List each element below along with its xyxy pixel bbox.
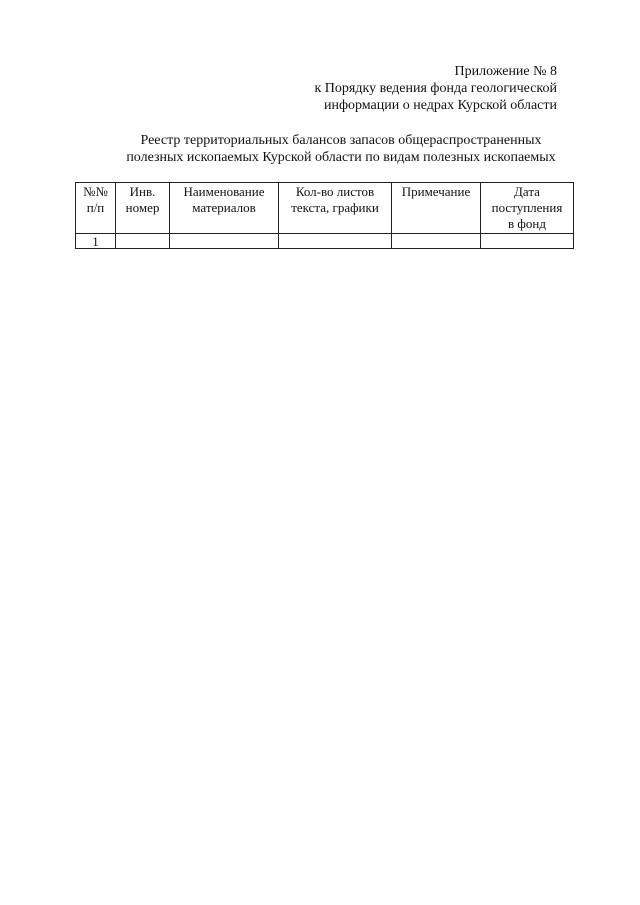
document-title [60,132,622,166]
appendix-number: Приложение № 8 [454,64,557,79]
cell-note [392,234,481,249]
appendix-reference-line-1: к Порядку ведения фонда геологической [314,81,557,96]
cell-sheet-count [279,234,392,249]
registry-table [75,182,574,249]
document-title-line-2: полезных ископаемых Курской области по видам полезных ископаемых [126,150,556,165]
cell-materials-name [170,234,279,249]
appendix-reference-line-2: информации о недрах Курской области [323,98,557,113]
cell-inventory-number [116,234,170,249]
table-header-row [76,183,574,234]
header-inventory-number: Инв. номер [116,183,170,234]
cell-receipt-date [481,234,574,249]
header-note: Примечание [392,183,481,234]
header-number: №№ п/п [76,183,116,234]
table-row [76,234,574,249]
header-sheet-count: Кол-во листов текста, графики [279,183,392,234]
header-materials-name: Наименование материалов [170,183,279,234]
document-title-line-1: Реестр территориальных балансов запасов общераспространенных [140,133,542,148]
header-receipt-date: Дата поступления в фонд [481,183,574,234]
appendix-header [314,63,557,114]
cell-number: 1 [76,234,116,249]
